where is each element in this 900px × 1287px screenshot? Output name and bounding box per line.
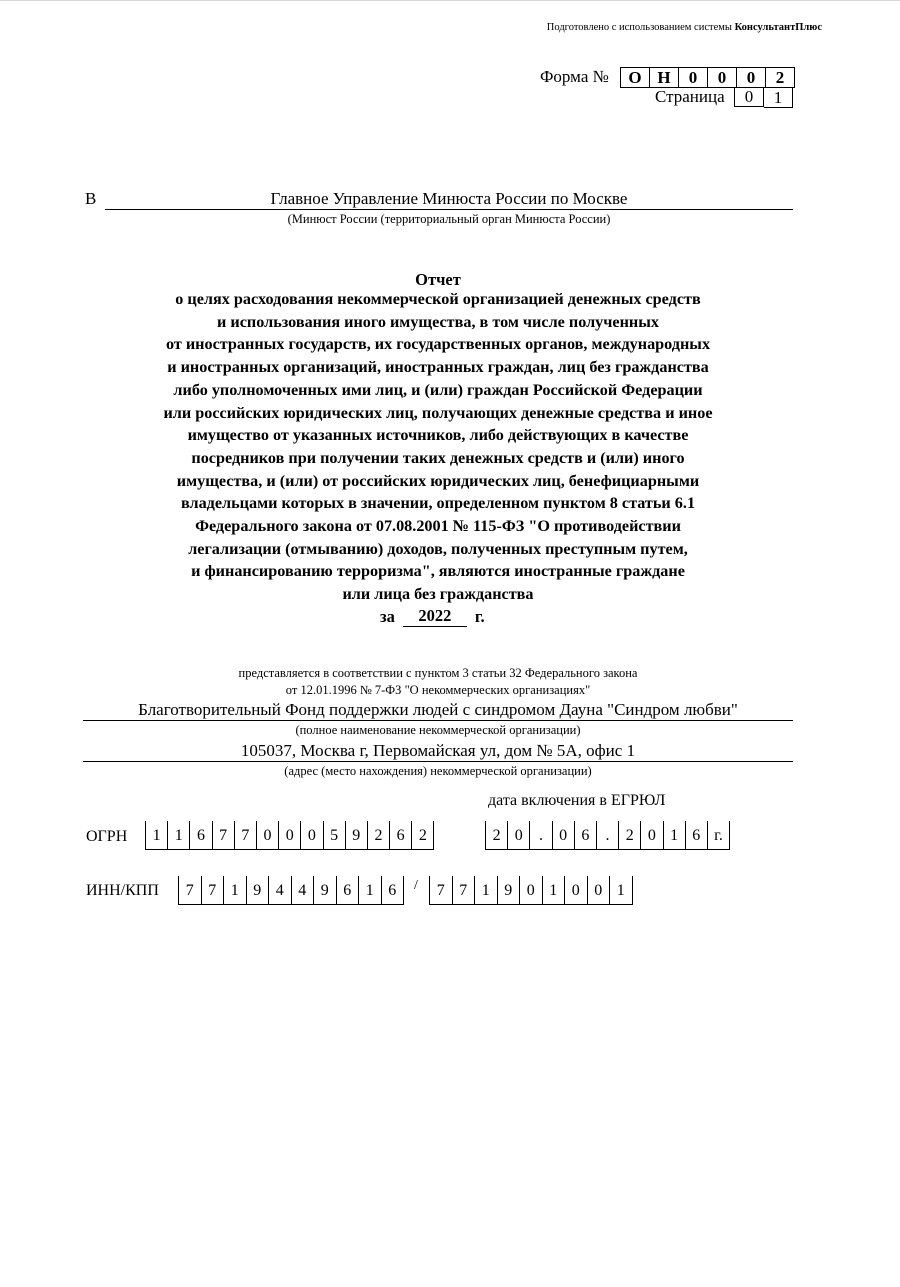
ogrn-digit: 5 — [324, 821, 346, 850]
report-line: посредников при получении таких денежных средств и (или) иного — [191, 448, 685, 467]
egrul-date-cells — [485, 821, 730, 850]
recipient-caption: (Минюст России (территориальный орган Минюста России) — [287, 212, 611, 226]
ogrn-digit: 1 — [168, 821, 190, 850]
egrul-date-char: . — [530, 821, 552, 850]
form-code-cells — [620, 67, 795, 88]
page-label: Страница — [655, 87, 725, 106]
top-border — [0, 0, 900, 1]
inn-digit: 9 — [314, 876, 337, 905]
ogrn-digit: 7 — [235, 821, 257, 850]
report-line: владельцами которых в значении, определенном пунктом 8 статьи 6.1 — [180, 494, 696, 513]
organization-name: Благотворительный Фонд поддержки людей с синдромом Дауна "Синдром любви" — [83, 700, 793, 721]
egrul-date-char: 0 — [641, 821, 663, 850]
inn-cells — [178, 876, 404, 905]
form-code-cell: 0 — [679, 67, 708, 88]
kpp-digit: 9 — [498, 876, 521, 905]
egrul-date-char: 6 — [575, 821, 597, 850]
report-line: и использования иного имущества, в том числе полученных — [217, 312, 659, 331]
ogrn-cells — [145, 821, 434, 850]
report-line: Федерального закона от 07.08.2001 № 115-ФЗ "О противодействии — [195, 517, 681, 536]
inn-digit: 4 — [292, 876, 315, 905]
ogrn-label: ОГРН — [86, 828, 128, 845]
form-code-cell: 0 — [708, 67, 737, 88]
organization-address-caption: (адрес (место нахождения) некоммерческой организации) — [284, 764, 592, 778]
ogrn-digit: 9 — [346, 821, 368, 850]
form-code-cell: Н — [650, 67, 679, 88]
inn-kpp-label: ИНН/КПП — [86, 882, 159, 899]
egrul-date-char: 0 — [553, 821, 575, 850]
kpp-digit: 0 — [565, 876, 588, 905]
kpp-digit: 0 — [520, 876, 543, 905]
recipient-name: Главное Управление Минюста России по Москве — [105, 188, 793, 210]
page-number-cells — [734, 87, 793, 108]
prepared-note — [0, 22, 822, 33]
inn-digit: 4 — [269, 876, 292, 905]
ogrn-digit: 6 — [190, 821, 212, 850]
report-line: либо уполномоченных ими лиц, и (или) граждан Российской Федерации — [173, 380, 703, 399]
egrul-date-char: 2 — [485, 821, 508, 850]
ogrn-digit: 0 — [279, 821, 301, 850]
report-line: о целях расходования некоммерческой организацией денежных средств — [175, 290, 701, 308]
inn-digit: 9 — [247, 876, 270, 905]
report-line: и иностранных организаций, иностранных граждан, лиц без гражданства — [167, 358, 709, 377]
form-code-cell: 2 — [766, 67, 795, 88]
year-suffix: г. — [474, 607, 485, 626]
form-code-cell: О — [620, 67, 650, 88]
egrul-date-char: 1 — [664, 821, 686, 850]
inn-digit: 1 — [359, 876, 382, 905]
inn-digit: 6 — [382, 876, 405, 905]
form-number-label: Форма № — [540, 67, 609, 86]
report-line: от иностранных государств, их государственных органов, международных — [165, 335, 711, 354]
inn-digit: 6 — [337, 876, 360, 905]
inn-kpp-separator: / — [414, 878, 418, 893]
report-line: или лица без гражданства — [342, 585, 534, 604]
kpp-digit: 1 — [475, 876, 498, 905]
kpp-digit: 7 — [453, 876, 476, 905]
form-code-cell: 0 — [737, 67, 766, 88]
kpp-digit: 0 — [588, 876, 611, 905]
recipient-prefix: В — [85, 189, 97, 208]
ogrn-digit: 2 — [368, 821, 390, 850]
page-number-cell: 0 — [734, 87, 764, 107]
egrul-date-label: дата включения в ЕГРЮЛ — [488, 792, 666, 809]
inn-digit: 7 — [178, 876, 202, 905]
egrul-date-char: . — [597, 821, 619, 850]
prepared-prefix: Подготовлено с использованием системы — [546, 22, 735, 33]
kpp-cells — [429, 876, 633, 905]
inn-digit: 1 — [224, 876, 247, 905]
ogrn-digit: 0 — [257, 821, 279, 850]
egrul-date-char: 2 — [619, 821, 641, 850]
organization-name-caption: (полное наименование некоммерческой организации) — [295, 723, 581, 737]
year-prefix: за — [380, 607, 395, 626]
report-period — [380, 606, 485, 627]
report-line: имущества, и (или) от российских юридических лиц, бенефициарными — [176, 471, 700, 490]
report-line: имущество от указанных источников, либо действующих в качестве — [187, 426, 689, 445]
prepared-brand: КонсультантПлюс — [734, 22, 822, 33]
report-line: или российских юридических лиц, получающих денежные средства и иное — [163, 403, 713, 422]
report-year: 2022 — [403, 606, 467, 627]
inn-digit: 7 — [202, 876, 225, 905]
egrul-date-char: г. — [708, 821, 730, 850]
kpp-digit: 1 — [543, 876, 566, 905]
page-number-cell: 1 — [764, 87, 793, 108]
report-subject — [120, 288, 756, 606]
organization-address: 105037, Москва г, Первомайская ул, дом № 5А, офис 1 — [83, 740, 793, 762]
egrul-date-char: 6 — [686, 821, 708, 850]
ogrn-digit: 0 — [301, 821, 323, 850]
egrul-date-char: 0 — [508, 821, 530, 850]
report-line: легализации (отмыванию) доходов, полученных преступным путем, — [188, 539, 688, 558]
ogrn-digit: 6 — [390, 821, 412, 850]
kpp-digit: 7 — [429, 876, 453, 905]
ogrn-digit: 1 — [145, 821, 168, 850]
report-title: Отчет — [415, 270, 461, 289]
legal-basis-line-1: представляется в соответствии с пунктом 3 статьи 32 Федерального закона — [238, 666, 638, 680]
report-line: и финансированию терроризма", являются иностранные граждане — [191, 562, 685, 581]
kpp-digit: 1 — [610, 876, 633, 905]
ogrn-digit: 2 — [412, 821, 434, 850]
ogrn-digit: 7 — [213, 821, 235, 850]
legal-basis-line-2: от 12.01.1996 № 7-ФЗ "О некоммерческих организациях" — [285, 683, 591, 697]
